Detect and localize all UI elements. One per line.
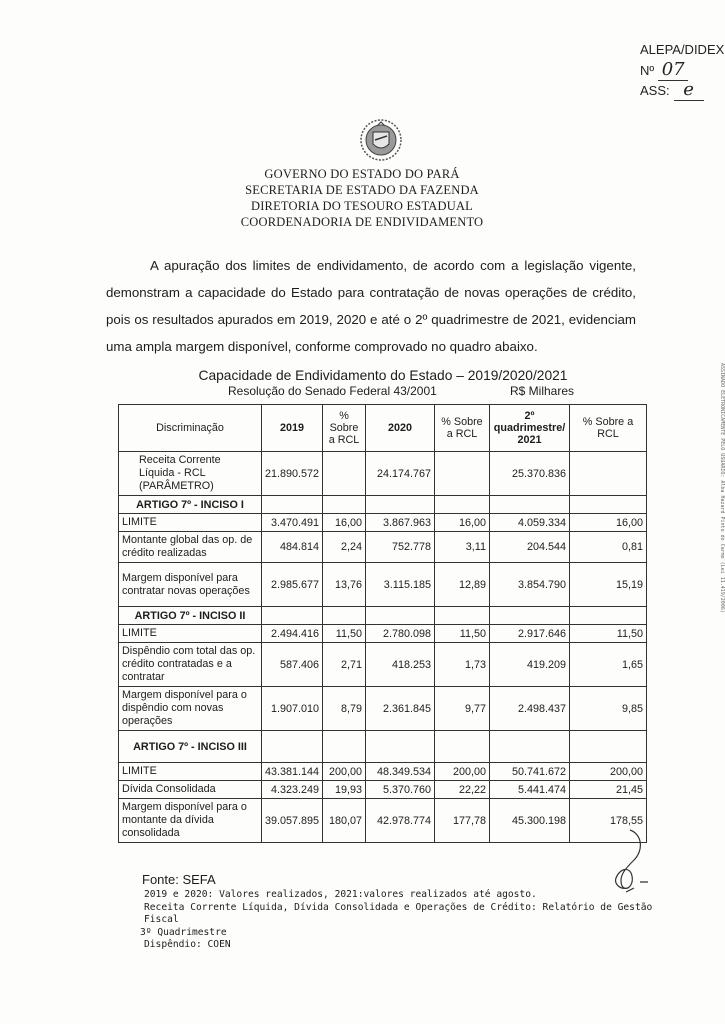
- protocol-stamp: [640, 40, 725, 100]
- letterhead: [0, 166, 724, 230]
- table-row: [119, 799, 647, 843]
- intro-paragraph: [106, 252, 636, 360]
- stamp-title: ALEPA/DIDEX: [640, 42, 725, 57]
- pct-2021: 11,50: [570, 625, 647, 643]
- pct-2020: 9,77: [435, 687, 490, 731]
- value-2021: 25.370.836: [490, 452, 570, 496]
- pct-2020: 16,00: [435, 514, 490, 532]
- pct-2020: 11,50: [435, 625, 490, 643]
- pct-2019: 13,76: [323, 563, 366, 607]
- value-2020: 24.174.767: [366, 452, 435, 496]
- value-2020: 3.115.185: [366, 563, 435, 607]
- table-row: [119, 452, 647, 496]
- row-label: Margem disponível para o dispêndio com novas operações: [119, 687, 262, 731]
- table-row: [119, 687, 647, 731]
- row-label: Dispêndio com total das op. crédito contratadas e a contratar: [119, 643, 262, 687]
- row-label: Margem disponível para o montante da dívida consolidada: [119, 799, 262, 843]
- header-2021: 2º quadrimestre/ 2021: [490, 405, 570, 452]
- value-2020: 5.370.760: [366, 781, 435, 799]
- pct-2019: [323, 452, 366, 496]
- value-2019: 4.323.249: [262, 781, 323, 799]
- value-2020: 48.349.534: [366, 763, 435, 781]
- value-2021: 5.441.474: [490, 781, 570, 799]
- pct-2021: 16,00: [570, 514, 647, 532]
- value-2021: 4.059.334: [490, 514, 570, 532]
- pct-2019: 180,07: [323, 799, 366, 843]
- letterhead-secretariat: SECRETARIA DE ESTADO DA FAZENDA: [245, 183, 479, 197]
- header-discriminacao: Discriminação: [119, 405, 262, 452]
- value-2021: 419.209: [490, 643, 570, 687]
- table-row: [119, 625, 647, 643]
- value-2021: 3.854.790: [490, 563, 570, 607]
- row-label: Receita Corrente Líquida - RCL (PARÂMETRO): [119, 452, 262, 496]
- value-2020: 3.867.963: [366, 514, 435, 532]
- table-row: [119, 643, 647, 687]
- pct-2019: 200,00: [323, 763, 366, 781]
- intro-text: A apuração dos limites de endividamento, de acordo com a legislação vigente, demonstram a capacidade do Estado para contratação de novas operações de crédito, pois os resultados apurados em 2019, 2020 e até o 2º quadrimestre de 2021, evidenciam uma ampla margem disponível, conforme comprovado no quadro abaixo.: [106, 258, 636, 354]
- value-2020: 42.978.774: [366, 799, 435, 843]
- section-row: [119, 731, 647, 763]
- value-2020: 418.253: [366, 643, 435, 687]
- value-2021: 50.741.672: [490, 763, 570, 781]
- header-2019: 2019: [262, 405, 323, 452]
- header-pct-2019: % Sobre a RCL: [323, 405, 366, 452]
- value-2019: 587.406: [262, 643, 323, 687]
- section-row: [119, 496, 647, 514]
- value-2019: 2.494.416: [262, 625, 323, 643]
- pct-2020: [435, 452, 490, 496]
- value-2021: 45.300.198: [490, 799, 570, 843]
- value-2019: 3.470.491: [262, 514, 323, 532]
- table-footer: [134, 872, 674, 952]
- value-2019: 484.814: [262, 532, 323, 563]
- state-coat-of-arms-icon: [359, 118, 403, 162]
- table-row: [119, 763, 647, 781]
- stamp-number-value: 07: [658, 60, 688, 81]
- table-body: [119, 452, 647, 843]
- header-2020: 2020: [366, 405, 435, 452]
- source-label: Fonte: SEFA: [142, 872, 216, 887]
- row-label: LIMITE: [119, 514, 262, 532]
- table-header-row: [119, 405, 647, 452]
- pct-2021: 1,65: [570, 643, 647, 687]
- header-pct-2021: % Sobre a RCL: [570, 405, 647, 452]
- table-title: Capacidade de Endividamento do Estado – 2019/2020/2021: [198, 368, 568, 383]
- row-label: Dívida Consolidada: [119, 781, 262, 799]
- stamp-number-label: Nº: [640, 63, 655, 78]
- pct-2021: 9,85: [570, 687, 647, 731]
- pct-2020: 1,73: [435, 643, 490, 687]
- value-2019: 1.907.010: [262, 687, 323, 731]
- header-pct-2020: % Sobre a RCL: [435, 405, 490, 452]
- pct-2021: 21,45: [570, 781, 647, 799]
- pct-2020: 22,22: [435, 781, 490, 799]
- section-label: ARTIGO 7º - INCISO I: [119, 496, 262, 514]
- value-2021: 2.498.437: [490, 687, 570, 731]
- electronic-signature-note: [712, 363, 725, 700]
- section-label: ARTIGO 7º - INCISO II: [119, 607, 262, 625]
- pct-2020: 3,11: [435, 532, 490, 563]
- row-label: Montante global das op. de crédito realizadas: [119, 532, 262, 563]
- value-2019: 2.985.677: [262, 563, 323, 607]
- letterhead-directorate: DIRETORIA DO TESOURO ESTADUAL: [250, 199, 474, 213]
- footnote: 3º Quadrimestre: [140, 926, 227, 938]
- electronic-signature-text: ASSINADO ELETRONICAMENTE PELO USUÁRIO: Alba Hazard Pinto do Carmo (Lei 11.419/2006): [719, 363, 725, 613]
- pct-2019: 19,93: [323, 781, 366, 799]
- value-2021: 204.544: [490, 532, 570, 563]
- value-2020: 2.361.845: [366, 687, 435, 731]
- table-row: [119, 532, 647, 563]
- pct-2020: 12,89: [435, 563, 490, 607]
- row-label: LIMITE: [119, 625, 262, 643]
- row-label: Margem disponível para contratar novas operações: [119, 563, 262, 607]
- debt-capacity-table: [118, 404, 647, 843]
- footnote: Dispêndio: COEN: [144, 939, 231, 950]
- table-row: [119, 514, 647, 532]
- section-row: [119, 607, 647, 625]
- letterhead-coordination: COORDENADORIA DE ENDIVIDAMENTO: [240, 215, 484, 229]
- value-2020: 2.780.098: [366, 625, 435, 643]
- pct-2020: 177,78: [435, 799, 490, 843]
- letterhead-government: GOVERNO DO ESTADO DO PARÁ: [264, 167, 460, 181]
- pct-2021: 15,19: [570, 563, 647, 607]
- pct-2019: 11,50: [323, 625, 366, 643]
- value-2019: 39.057.895: [262, 799, 323, 843]
- pct-2019: 2,24: [323, 532, 366, 563]
- row-label: LIMITE: [119, 763, 262, 781]
- stamp-signature-label: ASS:: [640, 83, 670, 98]
- pct-2019: 8,79: [323, 687, 366, 731]
- pct-2020: 200,00: [435, 763, 490, 781]
- section-label: ARTIGO 7º - INCISO III: [119, 731, 262, 763]
- stamp-signature-value: e: [674, 80, 704, 101]
- footnote: Receita Corrente Líquida, Dívida Consolidada e Operações de Crédito: Relatório de Gestão Fiscal: [144, 901, 653, 925]
- pct-2021: [570, 452, 647, 496]
- table-subtitle: Resolução do Senado Federal 43/2001: [228, 384, 437, 398]
- pct-2021: 200,00: [570, 763, 647, 781]
- value-2020: 752.778: [366, 532, 435, 563]
- table-row: [119, 781, 647, 799]
- table-caption: [118, 368, 648, 399]
- pct-2021: 0,81: [570, 532, 647, 563]
- footnote: 2019 e 2020: Valores realizados, 2021:valores realizados até agosto.: [144, 889, 537, 900]
- value-2019: 43.381.144: [262, 763, 323, 781]
- pct-2019: 2,71: [323, 643, 366, 687]
- pct-2019: 16,00: [323, 514, 366, 532]
- value-2019: 21.890.572: [262, 452, 323, 496]
- table-unit: R$ Milhares: [510, 384, 575, 398]
- value-2021: 2.917.646: [490, 625, 570, 643]
- pct-2021: 178,55: [570, 799, 647, 843]
- table-row: [119, 563, 647, 607]
